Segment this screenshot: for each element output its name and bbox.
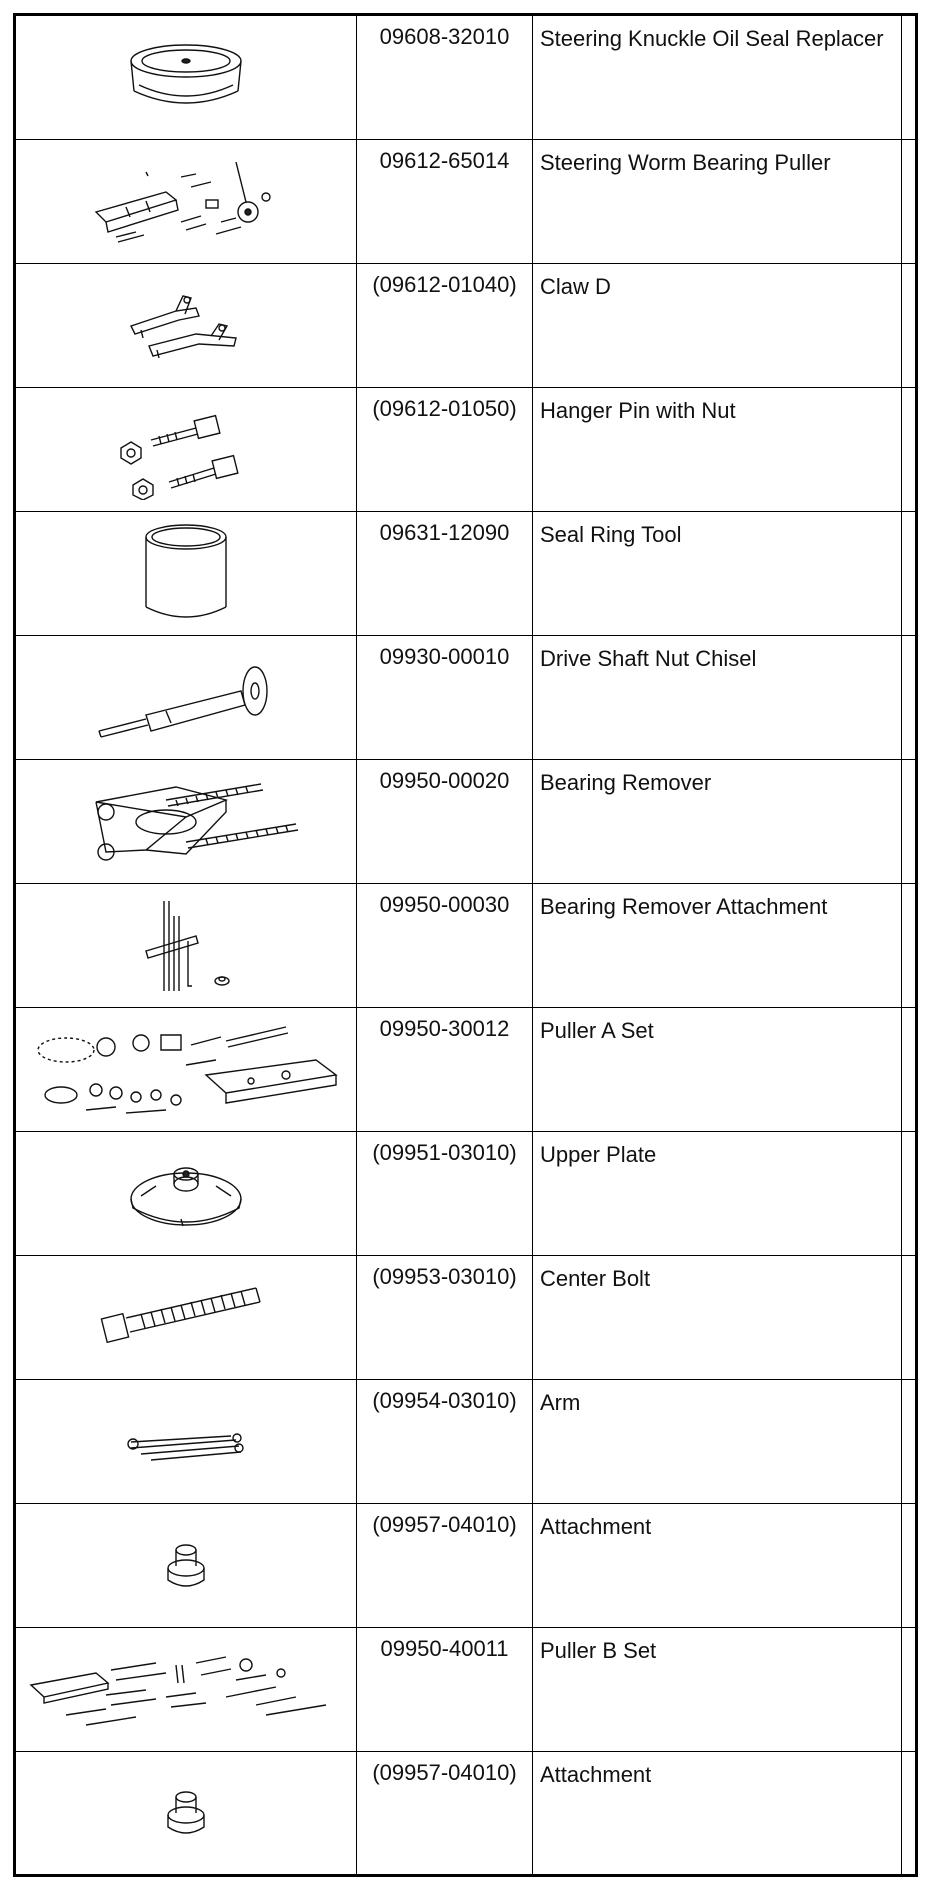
tool-image-cell [16,1628,356,1751]
tool-image-cell [16,1256,356,1379]
part-number: (09612-01050) [372,396,517,421]
tool-image-cell [16,884,356,1007]
part-number: (09957-04010) [372,1760,517,1785]
hanger-pin-icon [111,400,261,500]
special-tools-table [13,13,918,1877]
table-row [16,264,915,388]
tool-image-cell [16,16,356,139]
table-row [16,760,915,884]
part-number: (09954-03010) [372,1388,517,1413]
attachment-icon [156,1536,216,1596]
bearing-puller-kit-icon [86,152,286,252]
table-row [16,1256,915,1380]
upper-plate-icon [111,1144,261,1244]
table-row [16,636,915,760]
arm-icon [121,1412,251,1472]
tool-image-cell [16,140,356,263]
table-row [16,140,915,264]
tool-name: Steering Knuckle Oil Seal Replacer [540,26,884,51]
puller-set-icon [26,1635,346,1745]
tool-name: Center Bolt [540,1266,651,1291]
table-row [16,16,915,140]
table-row [16,1628,915,1752]
attachment-icon [156,1783,216,1843]
seal-ring-tool-icon [126,519,246,629]
claw-icon [121,286,251,366]
tool-name: Attachment [540,1514,652,1539]
tool-image-cell [16,1008,356,1131]
part-number: 09950-00030 [379,892,510,917]
tool-name: Puller A Set [540,1018,654,1043]
tool-image-cell [16,264,356,387]
part-number: 09950-30012 [379,1016,510,1041]
table-row [16,1132,915,1256]
table-row [16,512,915,636]
part-number: 09950-40011 [380,1636,509,1661]
tool-image-cell [16,388,356,511]
tool-image-cell [16,1380,356,1503]
center-bolt-icon [96,1278,276,1358]
tool-image-cell [16,760,356,883]
tool-image-cell [16,1132,356,1255]
tool-image-cell [16,512,356,635]
tool-image-cell [16,1752,356,1874]
tool-name: Drive Shaft Nut Chisel [540,646,757,671]
part-number: (09953-03010) [372,1264,517,1289]
table-row [16,1380,915,1504]
table-row [16,388,915,512]
tool-name: Bearing Remover [540,770,712,795]
tool-name: Hanger Pin with Nut [540,398,736,423]
tool-name: Upper Plate [540,1142,657,1167]
table-row [16,1504,915,1628]
tool-name: Bearing Remover Attachment [540,894,828,919]
puller-set-icon [26,1015,346,1125]
table-row [16,1008,915,1132]
bearing-remover-icon [66,772,306,872]
table-row [16,1752,915,1874]
tool-image-cell [16,636,356,759]
part-number: 09608-32010 [379,24,510,49]
remover-attachment-icon [126,891,246,1001]
tool-name: Claw D [540,274,611,299]
part-number: 09950-00020 [379,768,510,793]
tool-name: Seal Ring Tool [540,522,682,547]
chisel-icon [91,653,281,743]
part-number: (09612-01040) [372,272,517,297]
part-number: 09612-65014 [379,148,510,173]
part-number: (09957-04010) [372,1512,517,1537]
part-number: (09951-03010) [372,1140,517,1165]
tool-name: Puller B Set [540,1638,657,1663]
table-row [16,884,915,1008]
part-number: 09631-12090 [379,520,510,545]
seal-replacer-icon [111,33,261,123]
tool-name: Attachment [540,1762,652,1787]
tool-name: Arm [540,1390,581,1415]
tool-image-cell [16,1504,356,1627]
tool-name: Steering Worm Bearing Puller [540,150,831,175]
part-number: 09930-00010 [379,644,510,669]
